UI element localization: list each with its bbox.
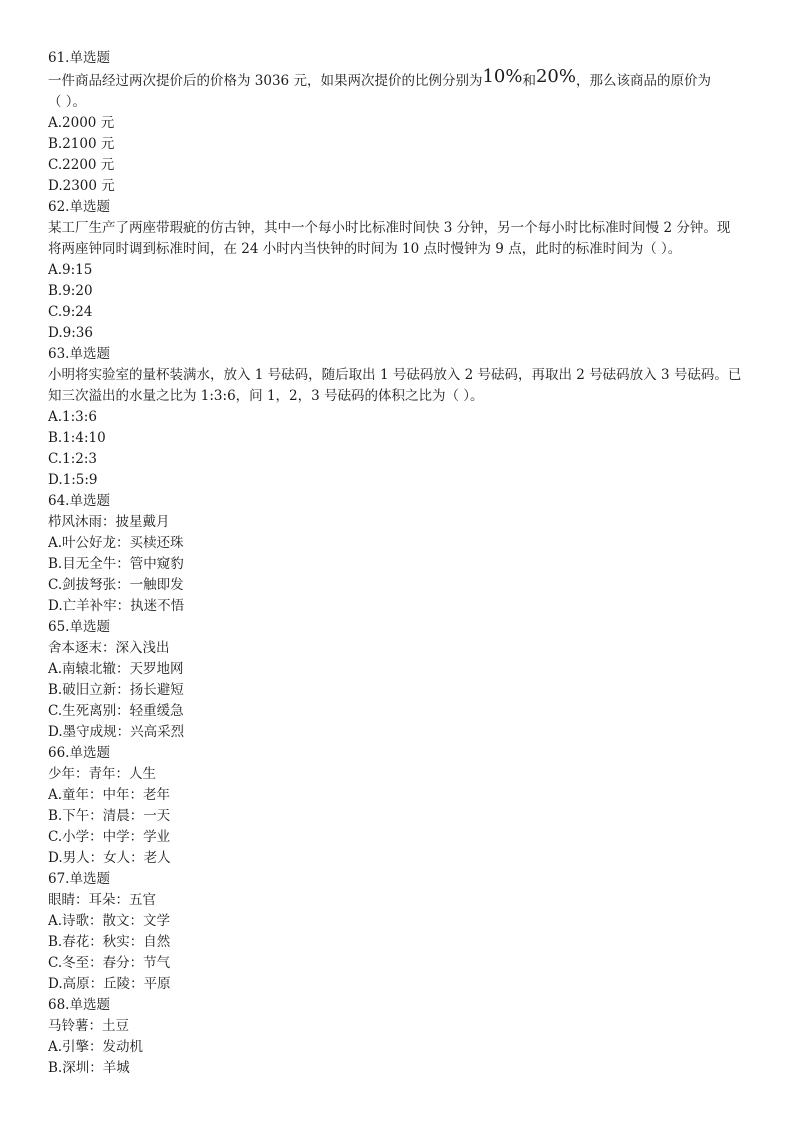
option-a[interactable]: A.引擎：发动机 xyxy=(48,1039,144,1055)
option-b[interactable]: B.下午：清晨：一天 xyxy=(48,808,171,824)
question-64 xyxy=(48,491,760,617)
question-header: 64.单选题 xyxy=(48,493,110,509)
option-c[interactable]: C.剑拔弩张：一触即发 xyxy=(48,577,184,593)
question-header: 67.单选题 xyxy=(48,871,110,887)
option-b[interactable]: B.深圳：羊城 xyxy=(48,1060,130,1076)
exam-page xyxy=(48,48,760,1079)
question-61 xyxy=(48,48,760,197)
option-d[interactable]: D.男人：女人：老人 xyxy=(48,850,171,866)
stem-text: 和 xyxy=(522,73,536,89)
question-63 xyxy=(48,344,760,491)
option-c[interactable]: C.2200 元 xyxy=(48,157,115,173)
option-b[interactable]: B.破旧立新：扬长避短 xyxy=(48,682,184,698)
option-d[interactable]: D.高原：丘陵：平原 xyxy=(48,976,171,992)
question-stem-line-1: 小明将实验室的量杯装满水，放入 1 号砝码，随后取出 1 号砝码放入 2 号砝码，再取出 2 号砝码放入 3 号砝码。已 xyxy=(48,367,742,383)
question-stem-line-2: 将两座钟同时调到标准时间，在 24 小时内当快钟的时间为 10 点时慢钟为 9 点，此时的标准时间为（ ）。 xyxy=(48,241,682,257)
question-66 xyxy=(48,743,760,869)
option-d[interactable]: D.墨守成规：兴高采烈 xyxy=(48,724,185,740)
option-b[interactable]: B.2100 元 xyxy=(48,136,115,152)
option-a[interactable]: A.2000 元 xyxy=(48,115,115,131)
option-b[interactable]: B.9:20 xyxy=(48,283,93,299)
option-d[interactable]: D.亡羊补牢：执迷不悟 xyxy=(48,598,185,614)
option-b[interactable]: B.春花：秋实：自然 xyxy=(48,934,171,950)
option-a[interactable]: A.1:3:6 xyxy=(48,409,97,425)
question-header: 62.单选题 xyxy=(48,199,110,215)
option-c[interactable]: C.生死离别：轻重缓急 xyxy=(48,703,184,719)
option-c[interactable]: C.1:2:3 xyxy=(48,451,98,467)
option-a[interactable]: A.叶公好龙：买椟还珠 xyxy=(48,535,184,551)
option-a[interactable]: A.南辕北辙：天罗地网 xyxy=(48,661,184,677)
option-b[interactable]: B.目无全牛：管中窥豹 xyxy=(48,556,184,572)
option-a[interactable]: A.9:15 xyxy=(48,262,93,278)
question-stem: 舍本逐末：深入浅出 xyxy=(48,640,170,656)
question-stem: 马铃薯：土豆 xyxy=(48,1018,129,1034)
percent-value: 10% xyxy=(482,66,523,87)
question-header: 61.单选题 xyxy=(48,50,110,66)
question-header: 68.单选题 xyxy=(48,997,110,1013)
question-68 xyxy=(48,995,760,1079)
question-stem-line-1: 某工厂生产了两座带瑕疵的仿古钟，其中一个每小时比标准时间快 3 分钟，另一个每小时比标准时间慢 2 分钟。现 xyxy=(48,220,731,236)
option-c[interactable]: C.9:24 xyxy=(48,304,93,320)
question-header: 66.单选题 xyxy=(48,745,110,761)
question-stem: 眼睛：耳朵：五官 xyxy=(48,892,156,908)
question-62 xyxy=(48,197,760,344)
option-a[interactable]: A.诗歌：散文：文学 xyxy=(48,913,171,929)
question-header: 65.单选题 xyxy=(48,619,110,635)
option-a[interactable]: A.童年：中年：老年 xyxy=(48,787,171,803)
option-c[interactable]: C.小学：中学：学业 xyxy=(48,829,171,845)
stem-text: ，那么该商品的原价为 xyxy=(575,73,711,89)
question-65 xyxy=(48,617,760,743)
option-d[interactable]: D.2300 元 xyxy=(48,178,115,194)
question-stem xyxy=(48,66,760,92)
stem-text: 一件商品经过两次提价后的价格为 3036 元，如果两次提价的比例分别为 xyxy=(48,73,483,89)
option-b[interactable]: B.1:4:10 xyxy=(48,430,106,446)
question-stem: 栉风沐雨：披星戴月 xyxy=(48,514,170,530)
option-d[interactable]: D.1:5:9 xyxy=(48,472,98,488)
percent-value: 20% xyxy=(535,66,576,87)
question-stem-blank: （ ）。 xyxy=(48,94,87,110)
option-c[interactable]: C.冬至：春分：节气 xyxy=(48,955,171,971)
question-header: 63.单选题 xyxy=(48,346,110,362)
question-stem-line-2: 知三次溢出的水量之比为 1:3:6，问 1，2，3 号砝码的体积之比为（ ）。 xyxy=(48,388,484,404)
question-67 xyxy=(48,869,760,995)
question-stem: 少年：青年：人生 xyxy=(48,766,156,782)
option-d[interactable]: D.9:36 xyxy=(48,325,93,341)
